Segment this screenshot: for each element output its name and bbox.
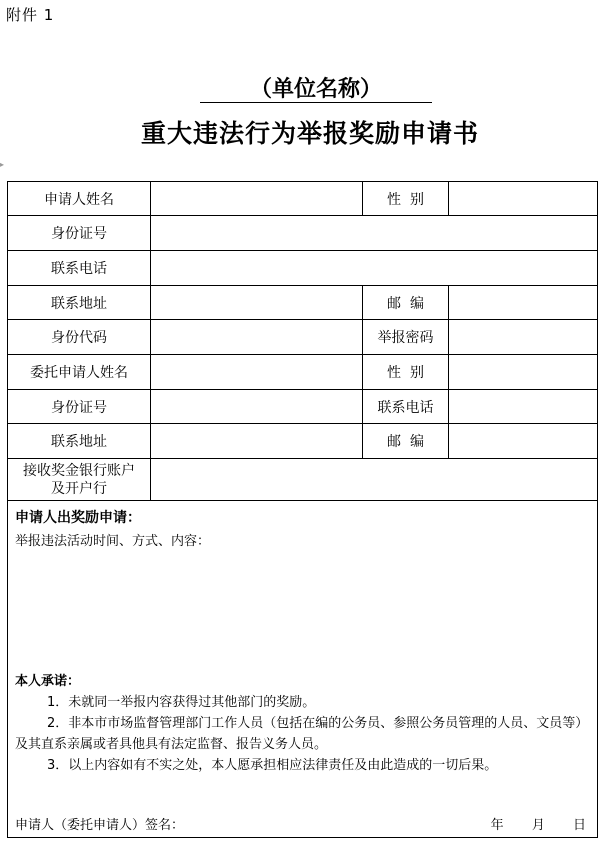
pledge-heading: 本人承诺： <box>15 674 81 689</box>
attachment-label: 附件 1 <box>6 6 55 24</box>
id-code-label: 身份代码 <box>8 320 151 355</box>
applicant-name-field[interactable] <box>151 182 363 216</box>
entrusted-name-field[interactable] <box>151 355 363 390</box>
unit-name: （单位名称） <box>249 76 382 102</box>
table-row <box>8 320 598 355</box>
gender-label-2: 性 别 <box>363 355 449 390</box>
postcode-field-2[interactable] <box>449 424 598 459</box>
postcode-label: 邮 编 <box>363 286 449 320</box>
table-row <box>8 251 598 286</box>
unit-name-underline <box>200 102 432 103</box>
phone-field-2[interactable] <box>449 390 598 424</box>
applicant-name-label: 申请人姓名 <box>8 182 151 216</box>
table-row <box>8 286 598 320</box>
bank-account-label <box>8 459 151 501</box>
signature-label: 申请人（委托申请人）签名： <box>15 818 185 833</box>
month-label: 月 <box>531 818 545 833</box>
pledge-item-2: 2．非本市市场监督管理部门工作人员（包括在编的公务员、参照公务员管理的人员、文员等）及其直系亲属或者具他具有法定监督、报告义务人员。 <box>15 716 589 752</box>
address-label-2: 联系地址 <box>8 424 151 459</box>
bank-account-label-line2: 及开户行 <box>51 480 107 497</box>
year-label: 年 <box>490 818 504 833</box>
gender-field[interactable] <box>449 182 598 216</box>
application-heading: 申请人出奖励申请： <box>15 510 141 526</box>
report-password-field[interactable] <box>449 320 598 355</box>
postcode-label-2: 邮 编 <box>363 424 449 459</box>
address-label: 联系地址 <box>8 286 151 320</box>
application-subheading: 举报违法活动时间、方式、内容： <box>15 534 211 549</box>
edge-marker-icon: ▸ <box>0 160 5 169</box>
table-row <box>8 182 598 216</box>
table-row <box>8 424 598 459</box>
id-number-label: 身份证号 <box>8 216 151 251</box>
pledge-item-1: 1．未就同一举报内容获得过其他部门的奖励。 <box>47 695 316 710</box>
application-content <box>15 507 590 837</box>
bank-account-field[interactable] <box>151 459 598 501</box>
table-row <box>8 501 598 838</box>
pledge-section <box>15 671 590 776</box>
entrusted-name-label: 委托申请人姓名 <box>8 355 151 390</box>
address-field[interactable] <box>151 286 363 320</box>
table-row <box>8 459 598 501</box>
table-row <box>8 216 598 251</box>
phone-label-2: 联系电话 <box>363 390 449 424</box>
id-code-field[interactable] <box>151 320 363 355</box>
address-field-2[interactable] <box>151 424 363 459</box>
table-row <box>8 355 598 390</box>
pledge-item-3: 3．以上内容如有不实之处，本人愿承担相应法律责任及由此造成的一切后果。 <box>47 758 498 773</box>
table-row <box>8 390 598 424</box>
date-fields <box>467 814 586 833</box>
bank-account-label-line1: 接收奖金银行账户 <box>23 462 135 479</box>
id-number-field[interactable] <box>151 216 598 251</box>
gender-label: 性 别 <box>363 182 449 216</box>
id-number-label-2: 身份证号 <box>8 390 151 424</box>
id-number-field-2[interactable] <box>151 390 363 424</box>
day-label: 日 <box>572 818 586 833</box>
phone-label: 联系电话 <box>8 251 151 286</box>
document-title: 重大违法行为举报奖励申请书 <box>140 119 479 148</box>
application-content-cell[interactable] <box>8 501 598 838</box>
application-form-table <box>7 181 598 838</box>
postcode-field[interactable] <box>449 286 598 320</box>
gender-field-2[interactable] <box>449 355 598 390</box>
report-password-label: 举报密码 <box>363 320 449 355</box>
phone-field[interactable] <box>151 251 598 286</box>
